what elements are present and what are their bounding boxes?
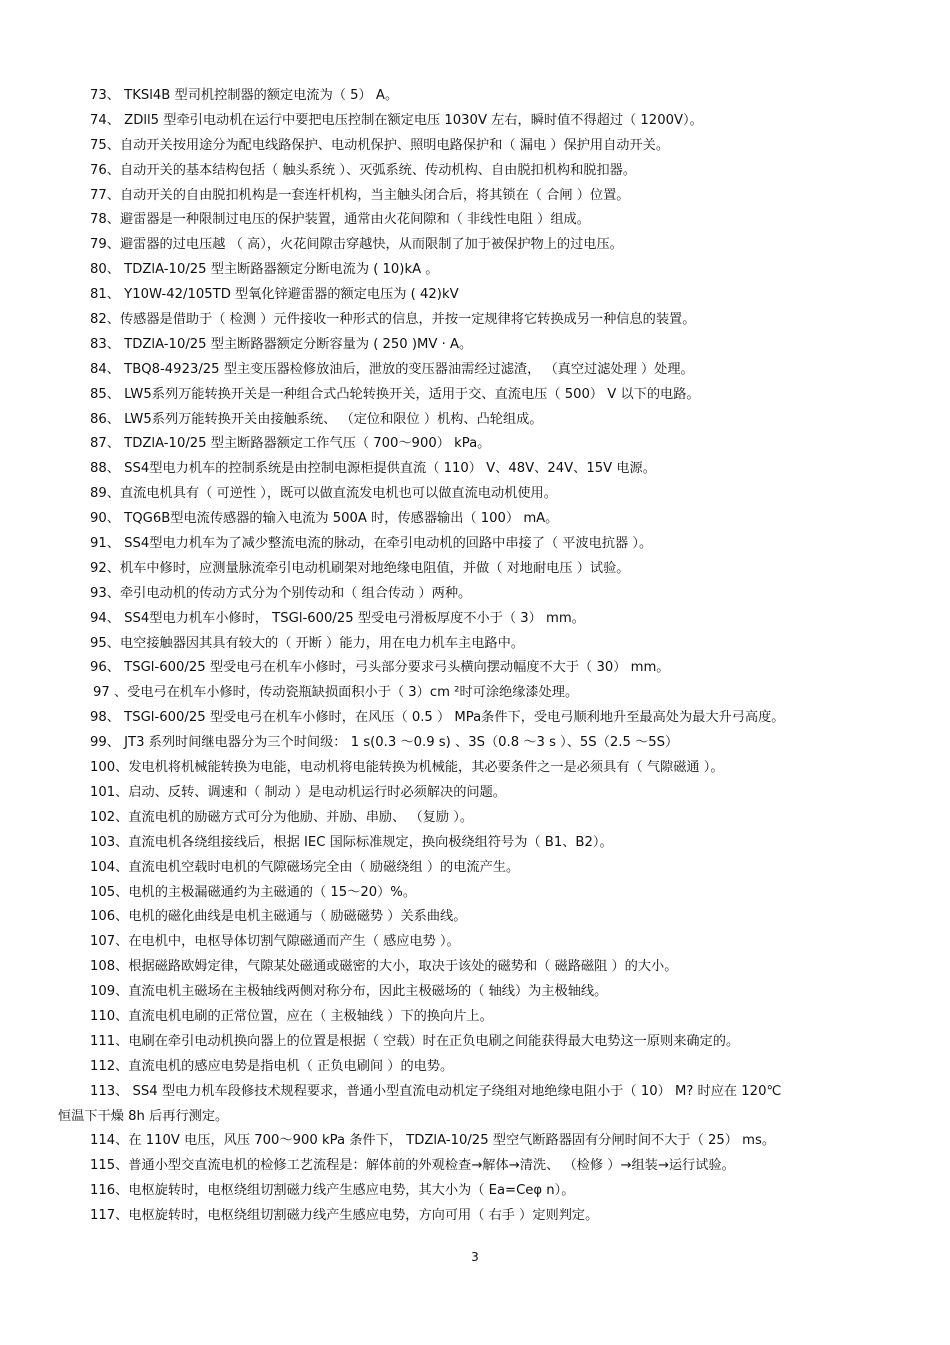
- question-line: 103、直流电机各绕组接线后，根据 IEC 国际标准规定，换向极绕组符号为（ B1、B2）。: [90, 834, 613, 850]
- question-line: 102、直流电机的励磁方式可分为他励、并励、串励、 （复励 ）。: [90, 809, 474, 825]
- question-line: 112、直流电机的感应电势是指电机（ 正负电刷间 ）的电势。: [90, 1058, 454, 1074]
- question-line: 105、电机的主极漏磁通约为主磁通的（ 15～20）%。: [90, 884, 417, 900]
- question-line: 107、在电机中，电枢导体切割气隙磁通而产生（ 感应电势 ）。: [90, 934, 460, 950]
- question-line: 101、启动、反转、调速和（ 制动 ）是电动机运行时必须解决的问题。: [90, 784, 506, 800]
- question-line: 82、传感器是借助于（ 检测 ）元件接收一种形式的信息，并按一定规律将它转换成另一种信息的装置。: [90, 312, 696, 328]
- question-line: 92、机车中修时，应测量脉流牵引电动机刷架对地绝缘电阻值，并做（ 对地耐电压 ）试验。: [90, 560, 630, 576]
- question-line: 108、根据磁路欧姆定律，气隙某处磁通或磁密的大小，取决于该处的磁势和（ 磁路磁阻 ）的大小。: [90, 959, 678, 975]
- question-line: 106、电机的磁化曲线是电机主磁通与（ 励磁磁势 ）关系曲线。: [90, 909, 467, 925]
- question-line: 84、 TBQ8-4923/25 型主变压器检修放油后，泄放的变压器油需经过滤渣， （真空过滤处理 ）处理。: [90, 361, 694, 377]
- question-line: 81、 Y10W-42/105TD 型氧化锌避雷器的额定电压为 ( 42)kV: [90, 287, 459, 303]
- question-line: 95、电空接触器因其具有较大的（ 开断 ）能力，用在电力机车主电路中。: [90, 635, 524, 651]
- question-line: 113、 SS4 型电力机车段修技术规程要求，普通小型直流电动机定子绕组对地绝缘电阻小于（ 10） M? 时应在 120℃: [90, 1083, 782, 1099]
- question-line: 80、 TDZlA-10/25 型主断路器额定分断电流为 ( 10)kA 。: [90, 262, 439, 278]
- question-line: 75、自动开关按用途分为配电线路保护、电动机保护、照明电路保护和（ 漏电 ）保护用自动开关。: [90, 137, 670, 153]
- question-line: 73、 TKSl4B 型司机控制器的额定电流为（ 5） A。: [90, 88, 399, 103]
- question-line: 90、 TQG6B型电流传感器的输入电流为 500A 时，传感器输出（ 100） mA。: [90, 511, 559, 527]
- question-line: 98、 TSGl-600/25 型受电弓在机车小修时，在风压（ 0.5 ） MPa条件下，受电弓顺利地升至最高处为最大升弓高度。: [90, 710, 785, 726]
- question-line: 116、电枢旋转时，电枢绕组切割磁力线产生感应电势，其大小为（ Ea=Ceφ n）。: [90, 1183, 575, 1199]
- question-line: 74、 ZDll5 型牵引电动机在运行中要把电压控制在额定电压 1030V 左右，瞬时值不得超过（ 1200V）。: [90, 112, 703, 128]
- question-list: [58, 84, 888, 1229]
- question-line: 94、 SS4型电力机车小修时， TSGl-600/25 型受电弓滑板厚度不小于（ 3） mm。: [90, 610, 585, 626]
- question-line-continuation: 恒温下干燥 8h 后再行测定。: [58, 1108, 229, 1124]
- question-line: 100、发电机将机械能转换为电能，电动机将电能转换为机械能，其必要条件之一是必须具有（ 气隙磁通 ）。: [90, 760, 724, 776]
- question-line: 93、牵引电动机的传动方式分为个别传动和（ 组合传动 ）两种。: [90, 585, 472, 601]
- question-line: 83、 TDZlA-10/25 型主断路器额定分断容量为 ( 250 )MV · A。: [90, 336, 473, 352]
- question-line: 77、自动开关的自由脱扣机构是一套连杆机构，当主触头闭合后，将其锁在（ 合闸 ）位置。: [90, 187, 630, 203]
- question-line: 114、在 110V 电压，风压 700～900 kPa 条件下， TDZlA-10/25 型空气断路器固有分闸时间不大于（ 25） ms。: [90, 1133, 776, 1149]
- question-line: 117、电枢旋转时，电枢绕组切割磁力线产生感应电势，方向可用（ 右手 ）定则判定。: [90, 1208, 599, 1224]
- question-line: 111、电刷在牵引电动机换向器上的位置是根据（ 空载）时在正负电刷之间能获得最大电势这一原则来确定的。: [90, 1033, 740, 1049]
- question-line: 91、 SS4型电力机车为了减少整流电流的脉动，在牵引电动机的回路中串接了（ 平波电抗器 ）。: [90, 536, 653, 552]
- question-line: 110、直流电机电刷的正常位置，应在（ 主极轴线 ）下的换向片上。: [90, 1008, 493, 1024]
- question-line: 97 、受电弓在机车小修时，传动瓷瓶缺损面积小于（ 3）cm ²时可涂绝缘漆处理。: [93, 685, 579, 701]
- question-line: 89、直流电机具有（ 可逆性 ），既可以做直流发电机也可以做直流电动机使用。: [90, 486, 557, 502]
- question-line: 79、避雷器的过电压越 （ 高），火花间隙击穿越快，从而限制了加于被保护物上的过电压。: [90, 237, 623, 253]
- question-line: 99、 JT3 系列时间继电器分为三个时间级： 1 s(0.3 ～0.9 s) 、3S（0.8 ～3 s ）、5S（2.5 ～5S）: [90, 735, 679, 751]
- question-line: 104、直流电机空载时电机的气隙磁场完全由（ 励磁绕组 ）的电流产生。: [90, 859, 520, 875]
- question-line: 87、 TDZlA-10/25 型主断路器额定工作气压（ 700～900） kPa。: [90, 436, 491, 452]
- question-line: 115、普通小型交直流电机的检修工艺流程是：解体前的外观检查→解体→清洗、 （检修 ）→组装→运行试验。: [90, 1158, 735, 1174]
- question-line: 109、直流电机主磁场在主极轴线两侧对称分布，因此主极磁场的（ 轴线）为主极轴线。: [90, 984, 608, 1000]
- question-line: 96、 TSGl-600/25 型受电弓在机车小修时，弓头部分要求弓头横向摆动幅度不大于（ 30） mm。: [90, 660, 670, 676]
- question-line: 88、 SS4型电力机车的控制系统是由控制电源柜提供直流（ 110） V、48V、24V、15V 电源。: [90, 461, 656, 477]
- question-line: 85、 LW5系列万能转换开关是一种组合式凸轮转换开关，适用于交、直流电压（ 500） V 以下的电路。: [90, 386, 700, 402]
- question-line: 76、自动开关的基本结构包括（ 触头系统 ）、灭弧系统、传动机构、自由脱扣机构和脱扣器。: [90, 162, 637, 178]
- question-line: 78、避雷器是一种限制过电压的保护装置，通常由火花间隙和（ 非线性电阻 ）组成。: [90, 212, 590, 228]
- page-number: 3: [471, 1250, 479, 1264]
- question-line: 86、 LW5系列万能转换开关由接触系统、 （定位和限位 ）机构、凸轮组成。: [90, 411, 543, 427]
